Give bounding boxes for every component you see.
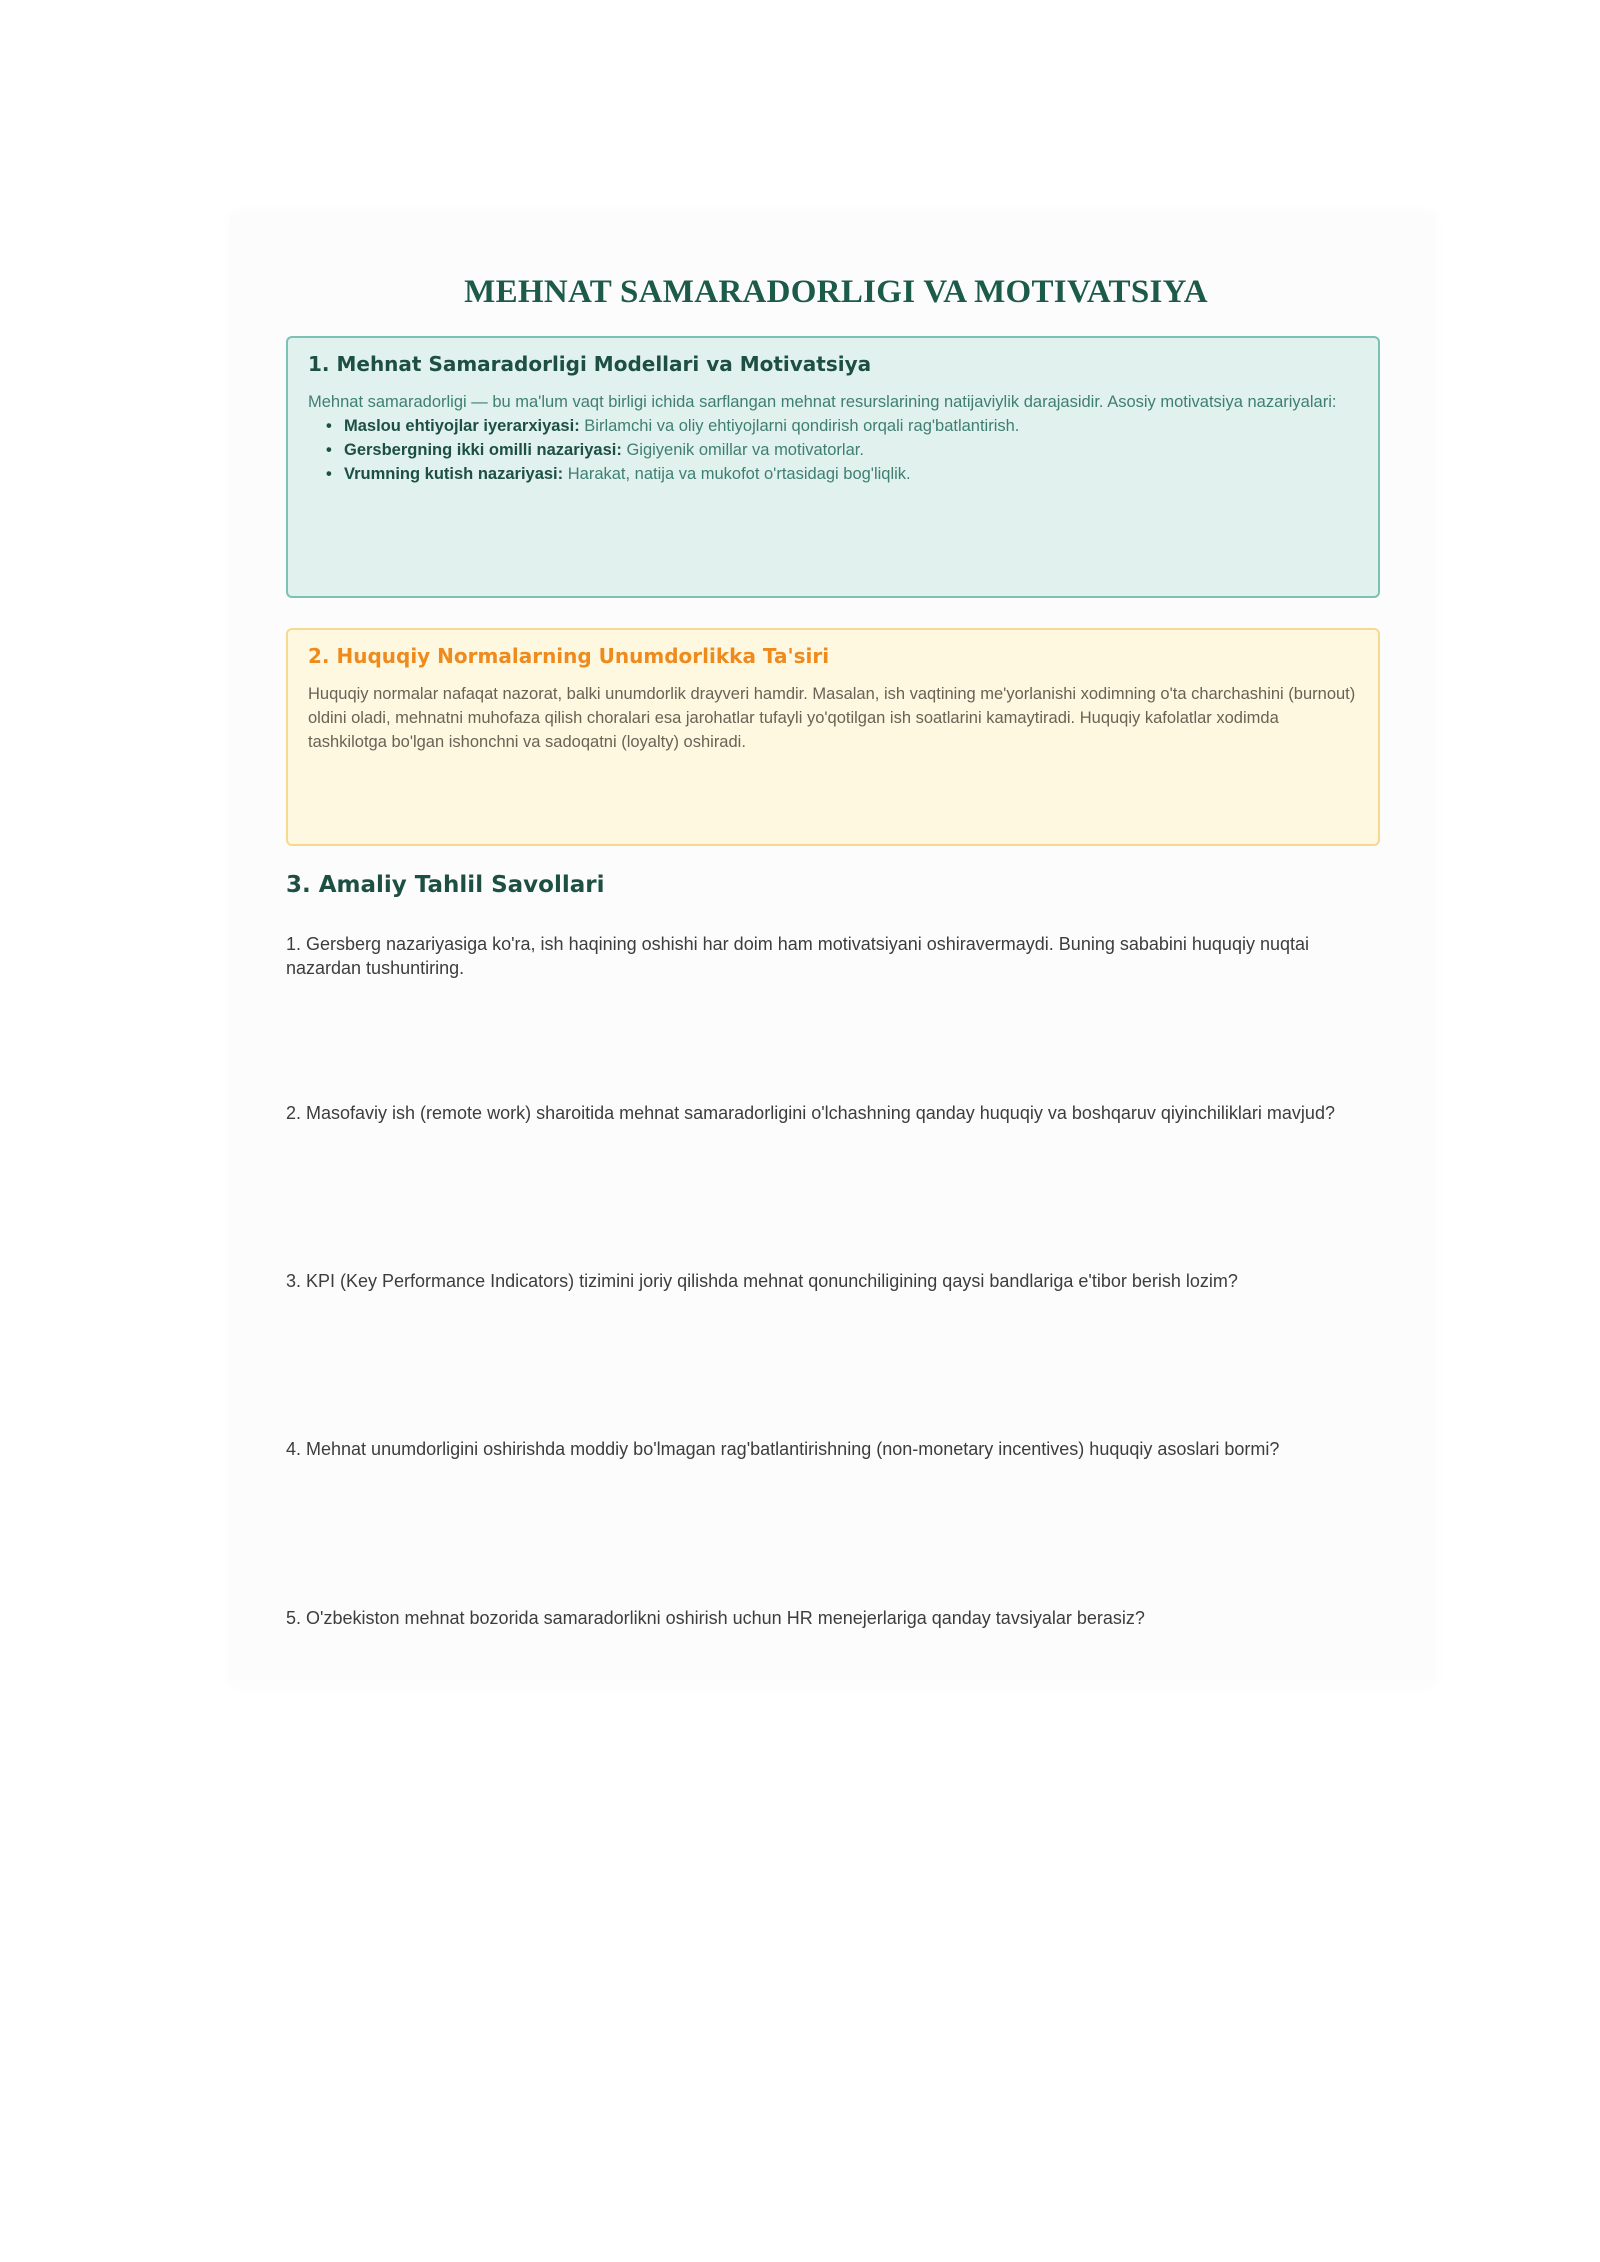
list-item — [326, 414, 1358, 438]
section-1-heading: 1. Mehnat Samaradorligi Modellari va Motivatsiya — [308, 352, 872, 376]
question-item: 5. O'zbekiston mehnat bozorida samaradorlikni oshirish uchun HR menejerlariga qanday tavsiyalar berasiz? — [286, 1608, 1145, 1628]
list-item — [326, 438, 1358, 462]
question-item: 2. Masofaviy ish (remote work) sharoitida mehnat samaradorligini o'lchashning qanday huquqiy va boshqaruv qiyinchiliklari mavjud? — [286, 1103, 1335, 1123]
question-item: 3. KPI (Key Performance Indicators) tizimini joriy qilishda mehnat qonunchiligining qaysi bandlariga e'tibor berish lozim? — [286, 1271, 1238, 1291]
section-3-heading: 3. Amaliy Tahlil Savollari — [286, 872, 605, 898]
section-2-heading: 2. Huquqiy Normalarning Unumdorlikka Ta'siri — [308, 644, 830, 668]
bullet-icon: • — [326, 417, 332, 435]
document-title: MEHNAT SAMARADORLIGI VA MOTIVATSIYA — [464, 274, 1208, 311]
bullet-icon: • — [326, 441, 332, 459]
theory-term: Vrumning kutish nazariyasi: — [344, 465, 564, 483]
section-motivation-models — [286, 336, 1380, 598]
theory-term: Maslou ehtiyojlar iyerarxiyasi: — [344, 417, 580, 435]
theory-list — [308, 414, 1358, 486]
section-2-text: Huquqiy normalar nafaqat nazorat, balki unumdorlik drayveri hamdir. Masalan, ish vaqtining me'yorlanishi xodimning o'ta charchashini (burnout) oldini oladi, mehnatni muhofaza qilish choralari esa jarohatlar tufayli yo'qotilgan ish soatlarini kamaytiradi. Huquqiy kafolatlar xodimda tashkilotga bo'lgan ishonchni va sadoqatni (loyalty) oshiradi. — [308, 685, 1356, 751]
section-1-text: Mehnat samaradorligi — bu ma'lum vaqt birligi ichida sarflangan mehnat resurslarining natijaviylik darajasidir. Asosiy motivatsiya nazariyalari: — [308, 393, 1337, 411]
theory-term: Gersbergning ikki omilli nazariyasi: — [344, 441, 622, 459]
list-item — [326, 462, 1358, 486]
theory-description: Gigiyenik omillar va motivatorlar. — [626, 441, 864, 459]
bullet-icon: • — [326, 465, 332, 483]
section-legal-norms — [286, 628, 1380, 846]
theory-description: Birlamchi va oliy ehtiyojlarni qondirish orqali rag'batlantirish. — [584, 417, 1020, 435]
question-item: 1. Gersberg nazariyasiga ko'ra, ish haqining oshishi har doim ham motivatsiyani oshiravermaydi. Buning sababini huquqiy nuqtai nazardan tushuntiring. — [286, 934, 1309, 978]
theory-description: Harakat, natija va mukofot o'rtasidagi bog'liqlik. — [567, 465, 911, 483]
question-item: 4. Mehnat unumdorligini oshirishda moddiy bo'lmagan rag'batlantirishning (non-monetary incentives) huquqiy asoslari bormi? — [286, 1439, 1280, 1459]
